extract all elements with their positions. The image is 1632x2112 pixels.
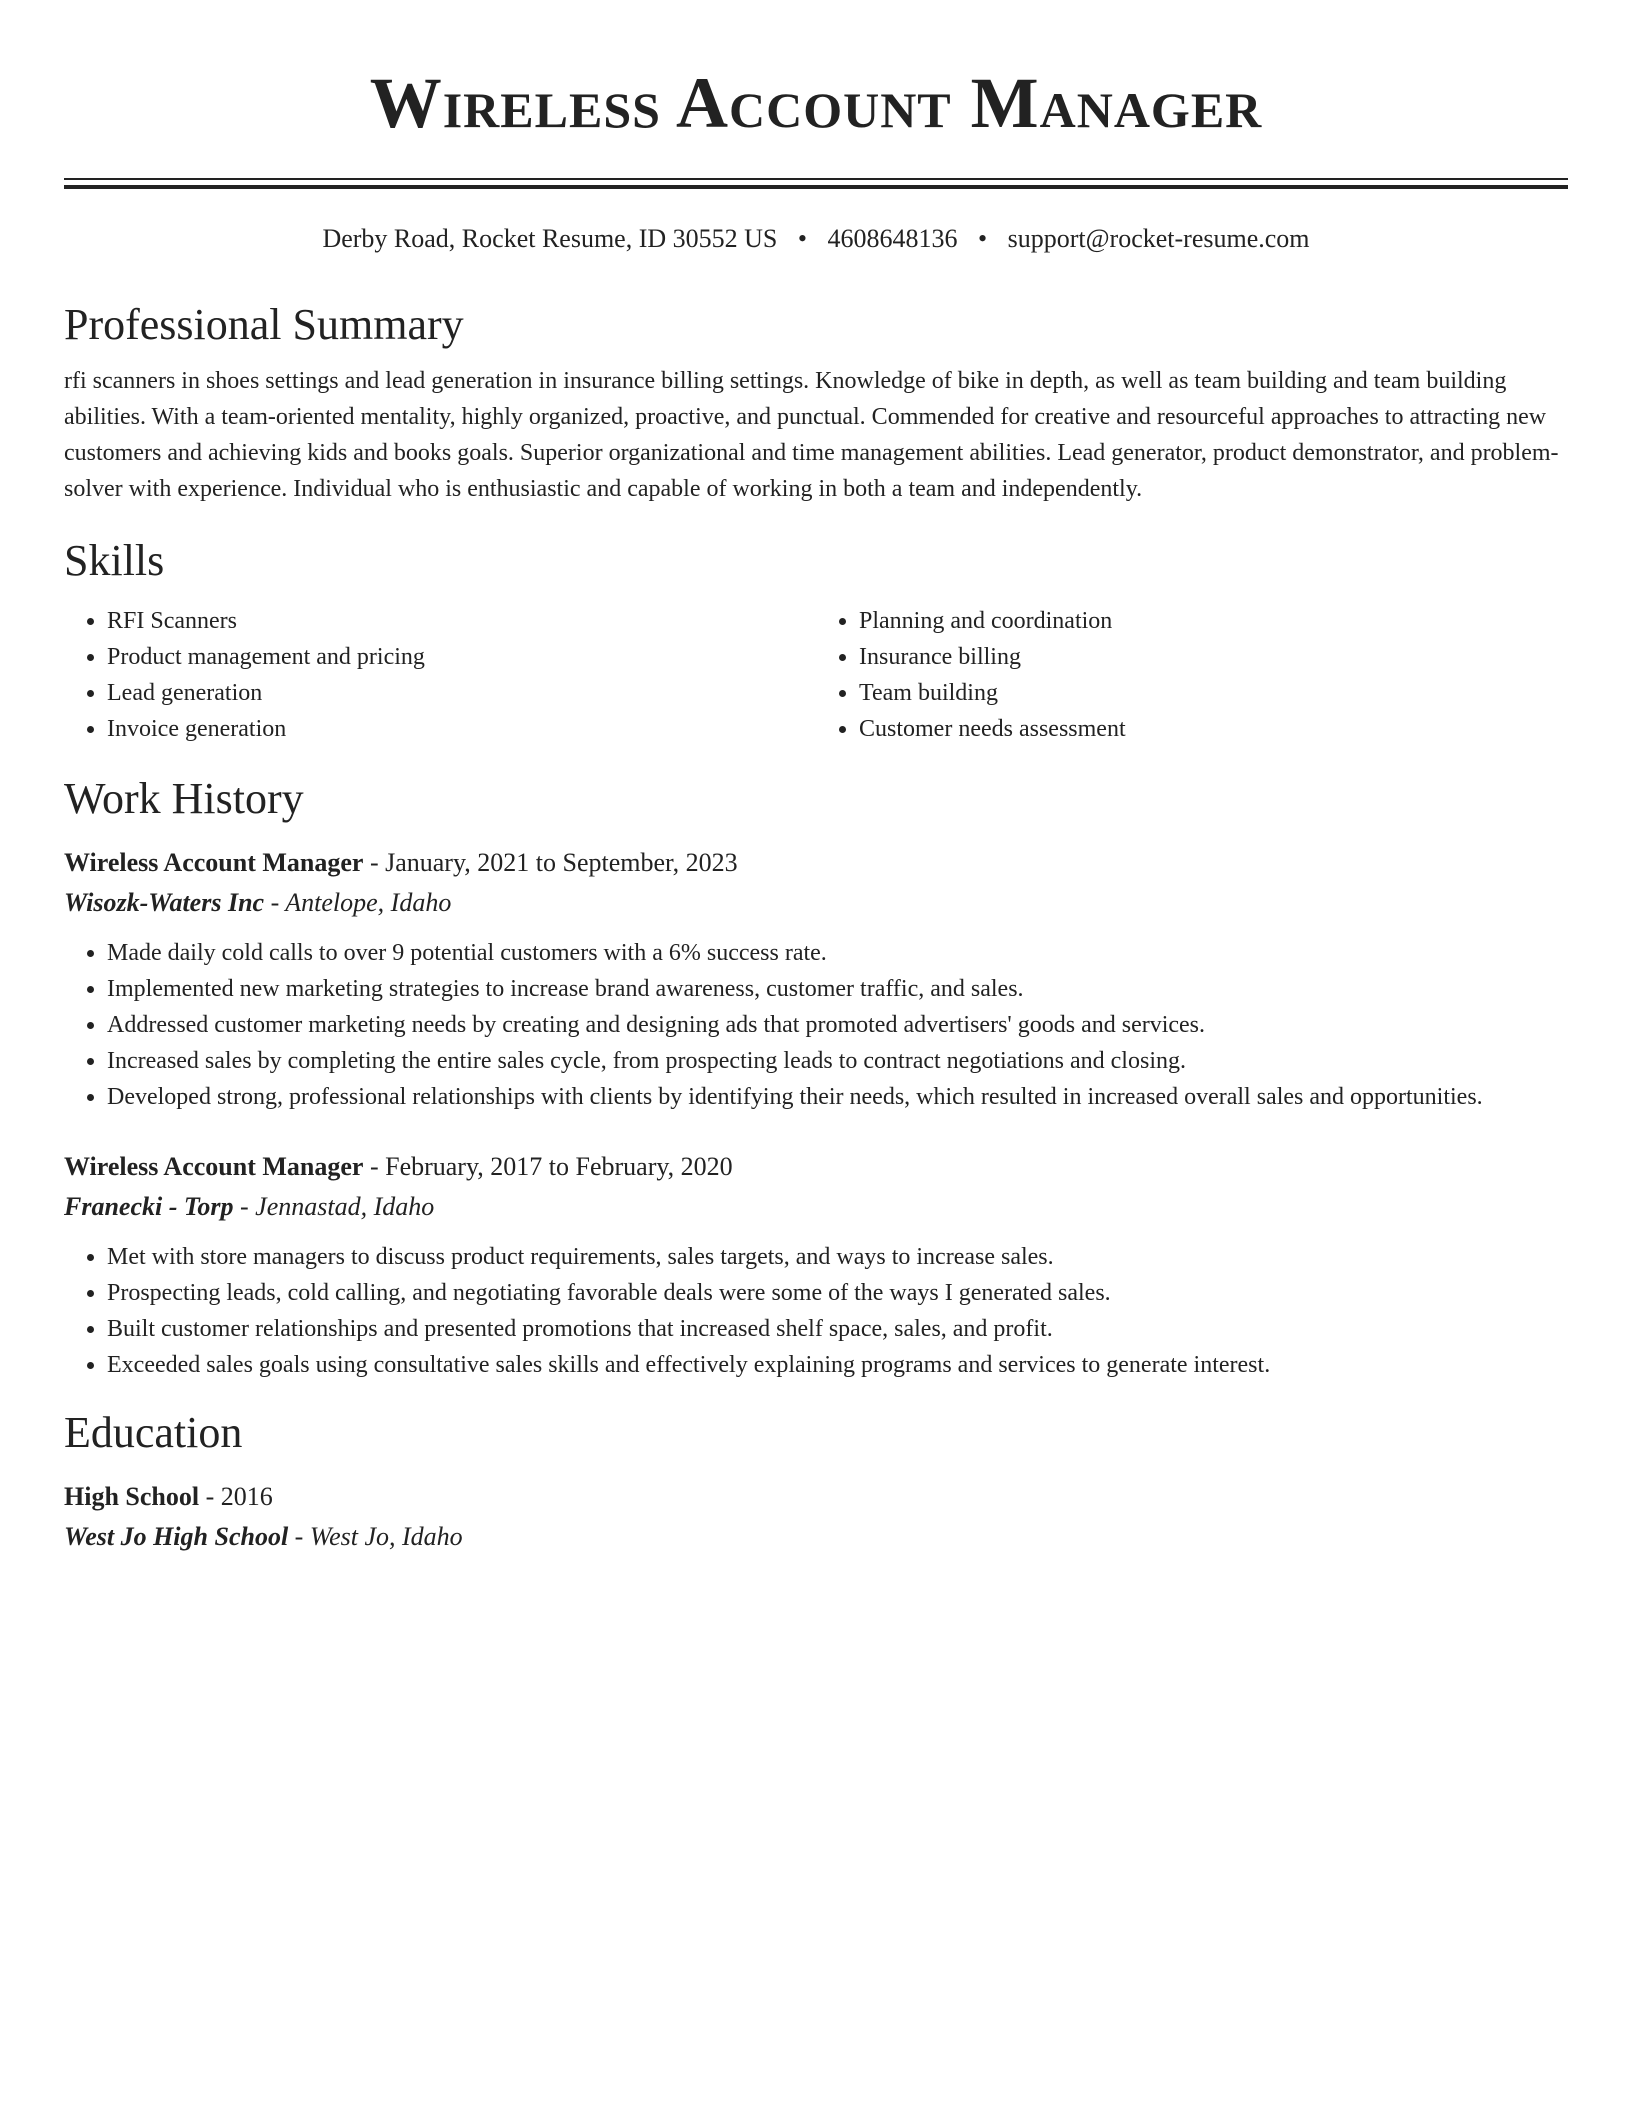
company-location: - Jennastad, Idaho [233,1192,435,1221]
job-header [64,1149,1568,1185]
skills-column-right [816,603,1568,747]
job-bullet: • Made daily cold calls to over 9 potential customers with a 6% success rate. [107,935,1568,971]
company-line [64,1189,1568,1225]
job-bullets [64,1239,1568,1383]
job-bullet: • Increased sales by completing the entire sales cycle, from prospecting leads to contract negotiations and closing. [107,1043,1568,1079]
section-title-work: Work History [64,774,304,823]
job-dates: - January, 2021 to September, 2023 [363,848,738,877]
work-history-section [64,773,1568,1383]
job-bullet: • Built customer relationships and presented promotions that increased shelf space, sales, and profit. [107,1311,1568,1347]
section-title-skills: Skills [64,536,165,585]
summary-text: rfi scanners in shoes settings and lead generation in insurance billing settings. Knowledge of bike in depth, as well as team building and team building abilities. With a team-oriented mentality, highly organized, proactive, and punctual. Commended for creative and resourceful approaches to attracting new customers and achieving kids and books goals. Superior organizational and time management abilities. Lead generator, product demonstrator, and problem-solver with experience. Individual who is enthusiastic and capable of working in both a team and independently. [64,368,1559,502]
professional-summary-section [64,299,1568,507]
job-bullet: • Met with store managers to discuss product requirements, sales targets, and ways to increase sales. [107,1239,1568,1275]
company-name: Franecki - Torp [64,1192,234,1221]
contact-email[interactable]: support@rocket-resume.com [1007,224,1310,253]
job-title: Wireless Account Manager [64,1152,364,1181]
skill-item: • RFI Scanners [107,603,816,639]
contact-separator: • [797,224,807,253]
job-bullets [64,935,1568,1115]
education-entry [64,1479,1568,1555]
company-line [64,885,1568,921]
education-section [64,1407,1568,1555]
section-title-summary: Professional Summary [64,300,464,349]
skill-item: • Lead generation [107,675,816,711]
contact-address: Derby Road, Rocket Resume, ID 30552 US [322,224,778,253]
degree-name: High School [64,1482,200,1511]
candidate-name: Wireless Account Manager [369,63,1263,143]
skills-grid [64,603,1568,747]
header-double-rule [64,178,1568,189]
skill-item: • Customer needs assessment [859,711,1568,747]
skill-item: • Product management and pricing [107,639,816,675]
contact-line [64,223,1568,255]
job-title: Wireless Account Manager [64,848,364,877]
job-bullet: • Implemented new marketing strategies to increase brand awareness, customer traffic, and sales. [107,971,1568,1007]
school-name: West Jo High School [64,1522,289,1551]
job-header [64,845,1568,881]
job-bullet: • Exceeded sales goals using consultative sales skills and effectively explaining programs and services to generate interest. [107,1347,1568,1383]
section-title-education: Education [64,1408,243,1457]
skill-item: • Planning and coordination [859,603,1568,639]
job-entry [64,1149,1568,1383]
job-bullet: • Addressed customer marketing needs by creating and designing ads that promoted advertisers' goods and services. [107,1007,1568,1043]
skill-item: • Insurance billing [859,639,1568,675]
school-line [64,1519,1568,1555]
skill-item: • Team building [859,675,1568,711]
job-bullet: • Developed strong, professional relationships with clients by identifying their needs, which resulted in increased overall sales and opportunities. [107,1079,1568,1115]
contact-phone[interactable]: 4608648136 [827,224,958,253]
job-entry [64,845,1568,1115]
contact-separator: • [978,224,988,253]
skills-column-left [64,603,816,747]
job-dates: - February, 2017 to February, 2020 [363,1152,733,1181]
school-location: - West Jo, Idaho [288,1522,463,1551]
company-name: Wisozk-Waters Inc [64,888,265,917]
skills-section [64,535,1568,747]
job-bullet: • Prospecting leads, cold calling, and negotiating favorable deals were some of the ways I generated sales. [107,1275,1568,1311]
graduation-year: - 2016 [199,1482,273,1511]
company-location: - Antelope, Idaho [264,888,452,917]
skill-item: • Invoice generation [107,711,816,747]
education-header [64,1479,1568,1515]
